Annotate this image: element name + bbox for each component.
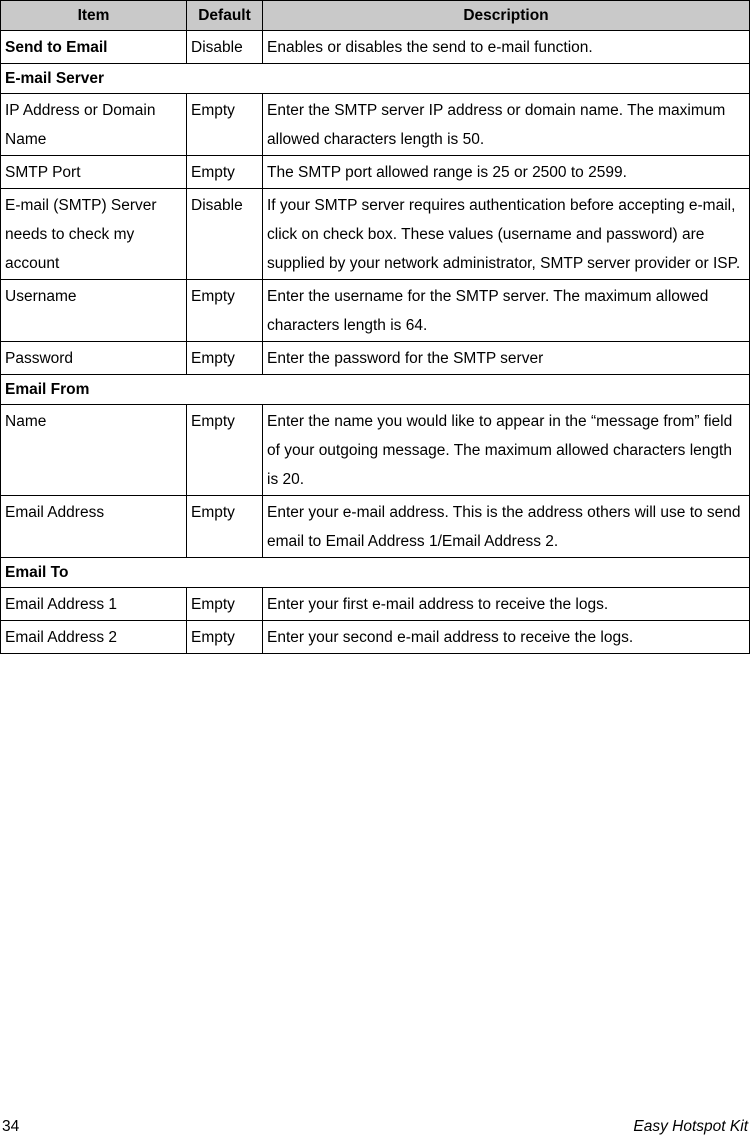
item-ip-address: IP Address or Domain Name [1, 94, 187, 156]
default-value: Empty [187, 94, 263, 156]
description: Enables or disables the send to e-mail function. [263, 31, 750, 64]
table-row [1, 189, 750, 280]
description: Enter the name you would like to appear in the “message from” field of your outgoing message. The maximum allowed characters length is 20. [263, 405, 750, 496]
description: Enter your second e-mail address to receive the logs. [263, 621, 750, 654]
table-row [1, 94, 750, 156]
page-number: 34 [2, 1118, 20, 1135]
table-row [1, 31, 750, 64]
default-value: Empty [187, 496, 263, 558]
default-value: Empty [187, 588, 263, 621]
default-value: Empty [187, 405, 263, 496]
item-password: Password [1, 342, 187, 375]
table-row [1, 280, 750, 342]
item-email-address: Email Address [1, 496, 187, 558]
section-email-to: Email To [1, 558, 750, 588]
default-value: Empty [187, 156, 263, 189]
item-name: Name [1, 405, 187, 496]
item-email-address-2: Email Address 2 [1, 621, 187, 654]
default-value: Disable [187, 31, 263, 64]
table-row [1, 588, 750, 621]
item-username: Username [1, 280, 187, 342]
product-name: Easy Hotspot Kit [633, 1118, 748, 1135]
header-default: Default [187, 1, 263, 31]
header-item: Item [1, 1, 187, 31]
description: Enter the SMTP server IP address or domain name. The maximum allowed characters length is 50. [263, 94, 750, 156]
section-row [1, 558, 750, 588]
section-row [1, 64, 750, 94]
default-value: Disable [187, 189, 263, 280]
item-smtp-auth: E-mail (SMTP) Server needs to check my account [1, 189, 187, 280]
default-value: Empty [187, 621, 263, 654]
description: Enter the username for the SMTP server. The maximum allowed characters length is 64. [263, 280, 750, 342]
item-send-to-email: Send to Email [1, 31, 187, 64]
header-description: Description [263, 1, 750, 31]
table-row [1, 496, 750, 558]
table-header-row [1, 1, 750, 31]
table-row [1, 156, 750, 189]
section-email-from: Email From [1, 375, 750, 405]
table-row [1, 405, 750, 496]
description: Enter your e-mail address. This is the address others will use to send email to Email Address 1/Email Address 2. [263, 496, 750, 558]
default-value: Empty [187, 280, 263, 342]
description: If your SMTP server requires authentication before accepting e-mail, click on check box. These values (username and password) are supplied by your network administrator, SMTP server provider or ISP. [263, 189, 750, 280]
table-row [1, 342, 750, 375]
description: Enter your first e-mail address to receive the logs. [263, 588, 750, 621]
section-email-server: E-mail Server [1, 64, 750, 94]
description: Enter the password for the SMTP server [263, 342, 750, 375]
section-row [1, 375, 750, 405]
default-value: Empty [187, 342, 263, 375]
item-email-address-1: Email Address 1 [1, 588, 187, 621]
item-smtp-port: SMTP Port [1, 156, 187, 189]
description: The SMTP port allowed range is 25 or 2500 to 2599. [263, 156, 750, 189]
table-row [1, 621, 750, 654]
